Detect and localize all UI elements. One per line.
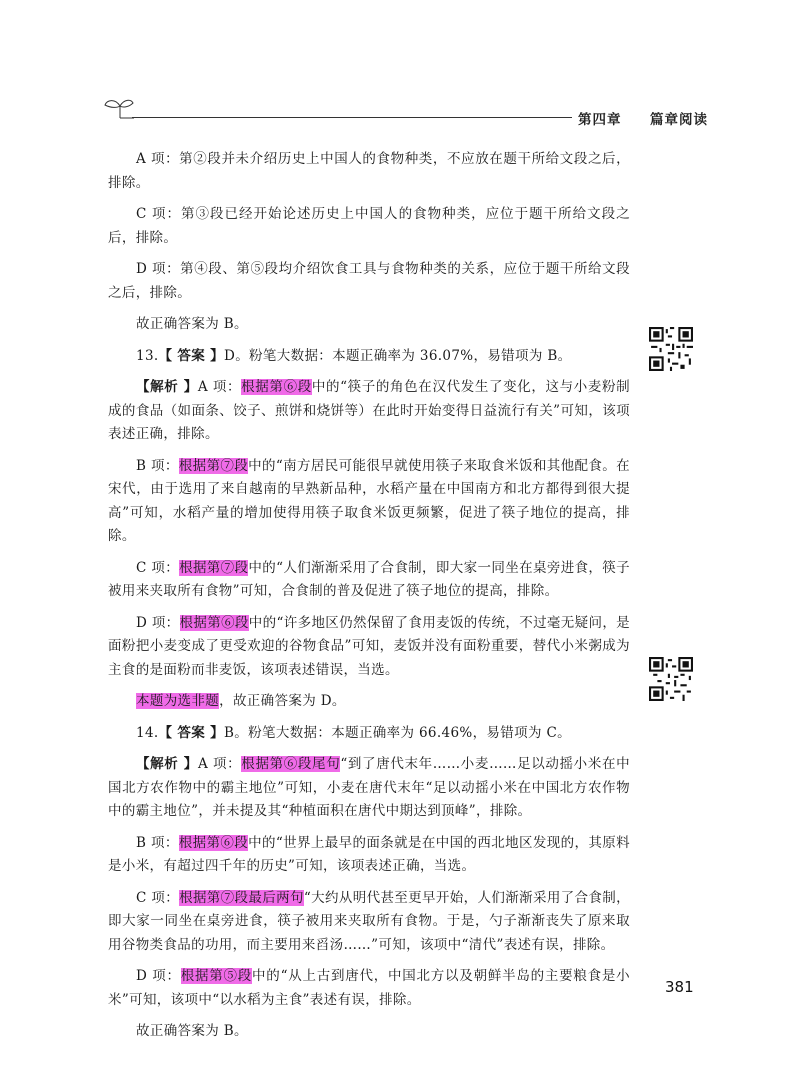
highlight: 根据第⑦段 [178, 457, 249, 474]
highlight: 根据第⑥段 [178, 834, 249, 851]
q13-analysis-b [108, 455, 630, 549]
analysis-text: 中的“许多地区仍然保留了食用麦饭的传统，不过毫无疑问，是面粉把小麦变成了更受欢迎的谷物食品”可知，麦饭并没有面粉重要，替代小米粥成为主食的是面粉而非麦饭，该项表述错误，当选。 [108, 614, 631, 678]
highlight: 本题为选非题 [136, 693, 220, 709]
option-label: A 项： [197, 379, 242, 395]
q14-analysis-d [108, 965, 630, 1012]
highlight: 根据第⑥段 [241, 379, 312, 395]
analysis-text: 中的“世界上最早的面条就是在中国的西北地区发现的，其原料是小米，有超过四千年的历史”可知，该项表述正确，当选。 [108, 834, 631, 874]
analysis-text: 中的“人们渐渐采用了合食制，即大家一同坐在桌旁进食，筷子被用来夹取所有食物”可知，合食制的普及促进了筷子地位的提高，排除。 [108, 559, 631, 599]
option-label: D 项： [136, 968, 181, 984]
answer-tag: 【 答案 】 [158, 347, 225, 364]
page-body [108, 148, 630, 1052]
section-label: 篇章阅读 [650, 112, 708, 128]
q14-answer [108, 722, 630, 746]
qr-code-icon [649, 327, 693, 371]
q14-analysis-a [108, 753, 630, 824]
paragraph: A 项：第②段并未介绍历史上中国人的食物种类，不应放在题干所给文段之后，排除。 [108, 151, 630, 191]
analysis-text: “到了唐代末年……小麦……足以动摇小米在中国北方农作物中的霸主地位”可知，小麦在唐代末年“足以动摇小米在中国北方农作物中的霸主地位”，并未提及其“种植面积在唐代中期达到顶峰”，排除。 [108, 756, 630, 819]
option-label: D 项： [136, 614, 180, 631]
final-answer: ，故正确答案为 D。 [219, 693, 346, 709]
highlight: 根据第⑦段 [179, 559, 249, 576]
q13-analysis-d [108, 612, 630, 683]
highlight: 根据第⑦段最后两句 [179, 889, 304, 906]
q14-analysis-b [108, 832, 630, 879]
chapter-header [578, 108, 708, 128]
chapter-label: 第四章 [578, 112, 622, 128]
header-rule [132, 117, 572, 118]
analysis-text: 中的“南方居民可能很早就使用筷子来取食米饭和其他配食。在宋代，由于选用了来自越南的早熟新品种，水稻产量在中国南方和北方都得到很大提高”可知，水稻产量的增加使得用筷子取食米饭更频繁，促进了筷子地位的提高，排除。 [108, 457, 631, 544]
q13-analysis-a [108, 376, 630, 447]
paragraph: D 项：第④段、第⑤段均介绍饮食工具与食物种类的关系，应位于题干所给文段之后，排除。 [108, 261, 630, 301]
highlight: 根据第⑥段 [179, 614, 249, 631]
analysis-text: 中的“从上古到唐代，中国北方以及朝鲜半岛的主要粮食是小米”可知，该项中“以水稻为主食”表述有误，排除。 [108, 968, 631, 1008]
analysis-text: 中的“筷子的角色在汉代发生了变化，这与小麦粉制成的食品（如面条、饺子、煎饼和烧饼等）在此时开始变得日益流行有关”可知，该项表述正确，排除。 [108, 379, 631, 442]
highlight: 根据第⑤段 [180, 968, 253, 984]
option-label: C 项： [136, 559, 180, 576]
q13-final [108, 690, 630, 714]
answer-tag: 【 答案 】 [158, 724, 225, 741]
option-label: C 项： [136, 889, 180, 906]
paragraph: C 项：第③段已经开始论述历史上中国人的食物种类，应位于题干所给文段之后，排除。 [108, 206, 630, 246]
paragraph: 故正确答案为 B。 [136, 316, 248, 332]
page-number: 381 [665, 978, 694, 996]
qr-code-icon [649, 657, 693, 701]
q14-final: 故正确答案为 B。 [136, 1023, 248, 1039]
q13-answer [108, 345, 630, 369]
answer-text: B。粉笔大数据：本题正确率为 66.46%，易错项为 C。 [224, 724, 571, 741]
question-number: 14. [136, 724, 159, 741]
q13-analysis-c [108, 557, 630, 604]
q14-analysis-c [108, 887, 630, 958]
question-number: 13. [136, 347, 159, 364]
option-label: B 项： [136, 834, 179, 851]
analysis-tag: 【解析 】 [136, 379, 198, 395]
option-label: B 项： [136, 457, 179, 474]
analysis-text: “大约从明代甚至更早开始，人们渐渐采用了合食制，即大家一同坐在桌旁进食，筷子被用来夹取所有食物。于是，勺子渐渐丧失了原来取用谷物类食品的功用，而主要用来舀汤……”可知，该项中“清代”表述有误，排除。 [108, 889, 630, 953]
highlight: 根据第⑥段尾句 [241, 756, 341, 772]
answer-text: D。粉笔大数据：本题正确率为 36.07%，易错项为 B。 [224, 347, 572, 364]
option-label: A 项： [197, 756, 242, 772]
analysis-tag: 【解析 】 [136, 756, 198, 772]
